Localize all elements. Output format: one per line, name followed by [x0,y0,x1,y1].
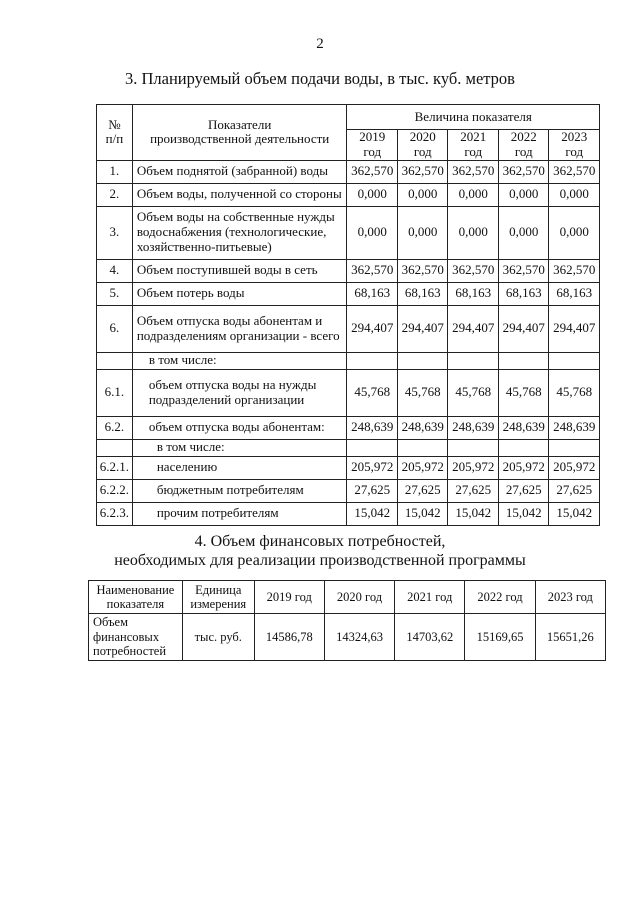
table-row [97,416,600,439]
value-cell: 362,570 [397,259,448,282]
row-indicator: населению [132,456,347,479]
header-year: 2022 год [498,130,549,161]
row-number: 6.2.1. [97,456,133,479]
value-cell: 294,407 [347,305,398,352]
value-cell: 68,163 [498,282,549,305]
financial-needs-table [88,580,606,661]
table-row [97,183,600,206]
row-label: Объем финансовых потребностей [89,614,183,661]
value-cell: 205,972 [397,456,448,479]
row-indicator: бюджетным потребителям [132,479,347,502]
row-number [97,352,133,369]
value-cell: 15,042 [347,502,398,525]
value-cell: 0,000 [498,183,549,206]
value-cell [549,439,600,456]
table-row [97,502,600,525]
table-row [97,305,600,352]
row-indicator: Объем воды, полученной со стороны [132,183,347,206]
header-cell: Единица измерения [182,581,254,614]
header-cell: 2023 год [535,581,605,614]
header-value-group: Величина показателя [347,105,600,130]
value-cell: 205,972 [549,456,600,479]
value-cell: 45,768 [549,369,600,416]
row-number: 6.2.3. [97,502,133,525]
value-cell: 294,407 [498,305,549,352]
value-cell [498,352,549,369]
value-cell: 362,570 [397,160,448,183]
value-cell: 248,639 [498,416,549,439]
value-cell: 248,639 [448,416,499,439]
value-cell: 14586,78 [254,614,324,661]
value-cell: 0,000 [347,183,398,206]
row-number: 6.2. [97,416,133,439]
row-number [97,439,133,456]
value-cell: 248,639 [347,416,398,439]
header-num: № п/п [97,105,133,161]
value-cell: 15,042 [448,502,499,525]
value-cell: 27,625 [397,479,448,502]
header-indicator: Показатели производственной деятельности [132,105,347,161]
row-number: 3. [97,206,133,259]
value-cell: 0,000 [549,206,600,259]
page-number: 2 [316,36,324,52]
value-cell: 248,639 [397,416,448,439]
value-cell: 27,625 [448,479,499,502]
table-row [97,439,600,456]
table-row [97,479,600,502]
value-cell: 68,163 [347,282,398,305]
row-indicator: объем отпуска воды на нужды подразделений организации [132,369,347,416]
value-cell: 14324,63 [324,614,394,661]
header-cell: 2020 год [324,581,394,614]
value-cell: 362,570 [347,259,398,282]
header-cell: Наименование показателя [89,581,183,614]
row-indicator: Объем поступившей воды в сеть [132,259,347,282]
row-indicator: объем отпуска воды абонентам: [132,416,347,439]
table-row [97,282,600,305]
section-3-title: 3. Планируемый объем подачи воды, в тыс. куб. метров [125,69,515,88]
row-indicator: Объем воды на собственные нужды водоснабжения (технологические, хозяйственно-питьевые) [132,206,347,259]
value-cell: 15,042 [549,502,600,525]
value-cell: 362,570 [448,259,499,282]
value-cell: 205,972 [347,456,398,479]
row-indicator: Объем потерь воды [132,282,347,305]
row-number: 6.1. [97,369,133,416]
value-cell: 294,407 [448,305,499,352]
value-cell: 45,768 [347,369,398,416]
table-row [97,352,600,369]
value-cell: 205,972 [498,456,549,479]
header-cell: 2021 год [395,581,465,614]
row-indicator: прочим потребителям [132,502,347,525]
table-row [97,206,600,259]
header-year: 2023 год [549,130,600,161]
value-cell: 362,570 [347,160,398,183]
header-cell: 2022 год [465,581,535,614]
row-indicator: Объем отпуска воды абонентам и подразделениям организации - всего [132,305,347,352]
value-cell: 15651,26 [535,614,605,661]
header-year: 2021 год [448,130,499,161]
value-cell: 45,768 [448,369,499,416]
value-cell: 0,000 [448,183,499,206]
header-year: 2020 год [397,130,448,161]
row-indicator: в том числе: [132,439,347,456]
value-cell [347,439,398,456]
row-number: 5. [97,282,133,305]
value-cell: 0,000 [549,183,600,206]
value-cell: 362,570 [549,160,600,183]
header-year: 2019 год [347,130,398,161]
value-cell: 294,407 [549,305,600,352]
value-cell: 362,570 [448,160,499,183]
value-cell: 68,163 [397,282,448,305]
value-cell: 362,570 [549,259,600,282]
water-supply-table [96,104,600,526]
table-row [97,259,600,282]
value-cell: 0,000 [397,183,448,206]
value-cell: 362,570 [498,259,549,282]
value-cell: 205,972 [448,456,499,479]
table-row [97,456,600,479]
section-4-title-line1: 4. Объем финансовых потребностей, [194,533,446,550]
value-cell [549,352,600,369]
unit-cell: тыс. руб. [182,614,254,661]
table-row [97,369,600,416]
row-number: 1. [97,160,133,183]
row-number: 4. [97,259,133,282]
row-indicator: Объем поднятой (забранной) воды [132,160,347,183]
row-number: 6. [97,305,133,352]
value-cell: 68,163 [448,282,499,305]
value-cell [498,439,549,456]
value-cell [347,352,398,369]
value-cell [397,439,448,456]
value-cell: 0,000 [397,206,448,259]
value-cell: 14703,62 [395,614,465,661]
value-cell: 15,042 [397,502,448,525]
row-indicator: в том числе: [132,352,347,369]
value-cell: 27,625 [549,479,600,502]
value-cell: 0,000 [347,206,398,259]
value-cell [397,352,448,369]
value-cell: 68,163 [549,282,600,305]
table-row [97,160,600,183]
value-cell: 15169,65 [465,614,535,661]
row-number: 6.2.2. [97,479,133,502]
value-cell: 27,625 [498,479,549,502]
value-cell: 0,000 [448,206,499,259]
value-cell: 0,000 [498,206,549,259]
value-cell: 248,639 [549,416,600,439]
value-cell [448,439,499,456]
header-cell: 2019 год [254,581,324,614]
value-cell: 362,570 [498,160,549,183]
value-cell: 15,042 [498,502,549,525]
value-cell: 45,768 [397,369,448,416]
row-number: 2. [97,183,133,206]
value-cell: 27,625 [347,479,398,502]
value-cell [448,352,499,369]
value-cell: 45,768 [498,369,549,416]
value-cell: 294,407 [397,305,448,352]
section-4-title-line2: необходимых для реализации производственной программы [114,552,526,569]
